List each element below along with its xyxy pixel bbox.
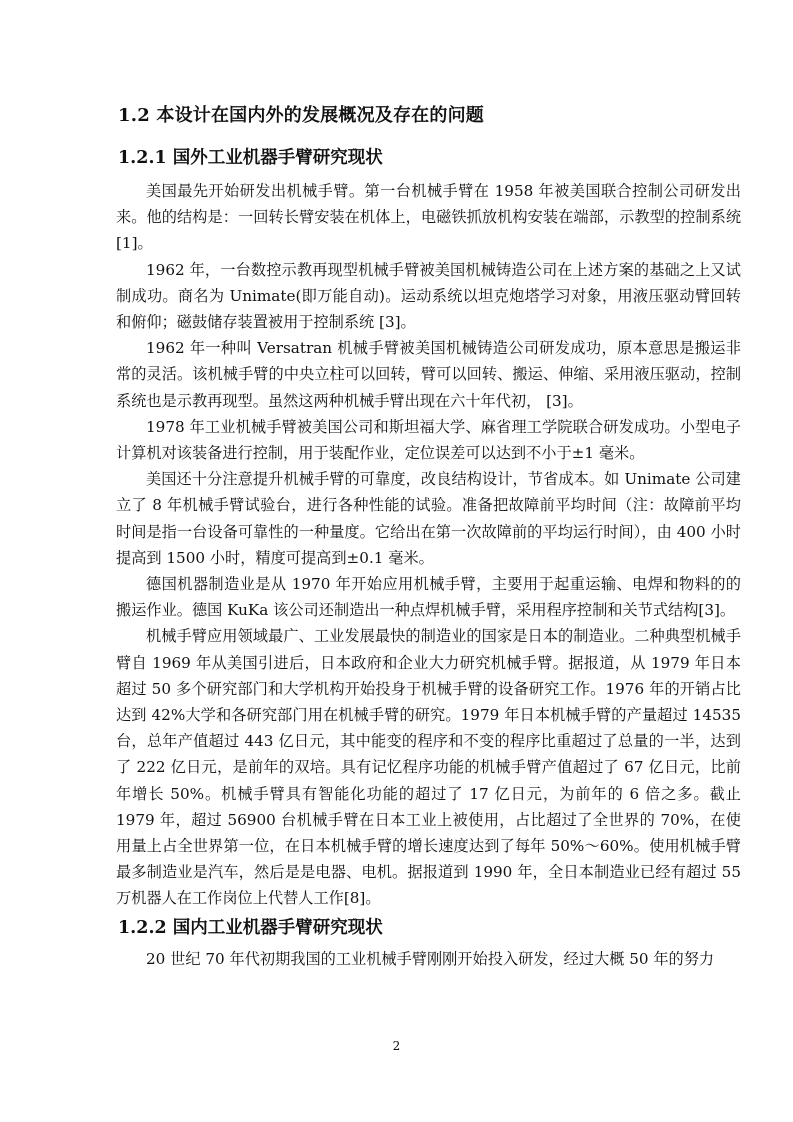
paragraph: 美国还十分注意提升机械手臂的可靠度，改良结构设计，节省成本。如 Unimate 公司建立了 8 年机械手臂试验台，进行各种性能的试验。准备把故障前平均时间（注：故障前平均时间是指一台设备可靠性的一种量度。它给出在第一次故障前的平均运行时间），由 400 小时提高到 1500 小时，精度可提高到±0.1 毫米。	[116, 470, 741, 567]
foreign-research-body	[116, 178, 741, 912]
paragraph: 1978 年工业机械手臂被美国公司和斯坦福大学、麻省理工学院联合研发成功。小型电子计算机对该装备进行控制，用于装配作业，定位误差可以达到不小于±1 毫米。	[116, 417, 741, 463]
paragraph: 美国最先开始研发出机械手臂。第一台机械手臂在 1958 年被美国联合控制公司研发出来。他的结构是：一回转长臂安装在机体上，电磁铁抓放机构安装在端部，示教型的控制系统[1]。	[116, 182, 741, 253]
paragraph: 20 世纪 70 年代初期我国的工业机械手臂刚刚开始投入研发，经过大概 50 年的努力	[146, 950, 715, 968]
subsection-title-foreign: 1.2.1 国外工业机器手臂研究现状	[118, 148, 383, 168]
page-number: 2	[392, 1039, 401, 1053]
domestic-research-body	[116, 946, 741, 972]
paragraph: 德国机器制造业是从 1970 年开始应用机械手臂，主要用于起重运输、电焊和物料的的搬运作业。德国 KuKa 该公司还制造出一种点焊机械手臂，采用程序控制和关节式结构[3]。	[116, 575, 741, 620]
paragraph: 机械手臂应用领域最广、工业发展最快的制造业的国家是日本的制造业。二种典型机械手臂自 1969 年从美国引进后，日本政府和企业大力研究机械手臂。据报道，从 1979 年日本超过 50 多个研究部门和大学机构开始投身于机械手臂的设备研究工作。1976 年的开销占比达到 42%大学和各研究部门用在机械手臂的研究。1979 年日本机械手臂的产量超过 14535 台，总年产值超过 443 亿日元，其中能变的程序和不变的程序比重超过了总量的一半，达到了 222 亿日元，是前年的双培。具有记忆程序功能的机械手臂产值超过了 67 亿日元，比前年增长 50%。机械手臂具有智能化功能的超过了 17 亿日元，为前年的 6 倍之多。截止 1979 年，超过 56900 台机械手臂在日本工业上被使用，占比超过了全世界的 70%，在使用量上占全世界第一位，在日本机械手臂的增长速度达到了每年 50%～60%。使用机械手臂最多制造业是汽车，然后是是电器、电机。据报道到 1990 年，全日本制造业已经有超过 55 万机器人在工作岗位上代替人工作[8]。	[116, 627, 741, 908]
paragraph: 1962 年，一台数控示教再现型机械手臂被美国机械铸造公司在上述方案的基础之上又试制成功。商名为 Unimate(即万能自动)。运动系统以坦克炮塔学习对象，用液压驱动臂回转和俯仰；磁鼓储存装置被用于控制系统 [3]。	[116, 260, 741, 332]
subsection-title-domestic: 1.2.2 国内工业机器手臂研究现状	[118, 918, 383, 938]
paragraph: 1962 年一种叫 Versatran 机械手臂被美国机械铸造公司研发成功，原本意思是搬运非常的灵活。该机械手臂的中央立柱可以回转，臂可以回转、搬运、伸缩、采用液压驱动，控制系统也是示教再现型。虽然这两种机械手臂出现在六十年代初， [3]。	[116, 339, 741, 410]
section-title: 1.2 本设计在国内外的发展概况及存在的问题	[118, 105, 484, 126]
